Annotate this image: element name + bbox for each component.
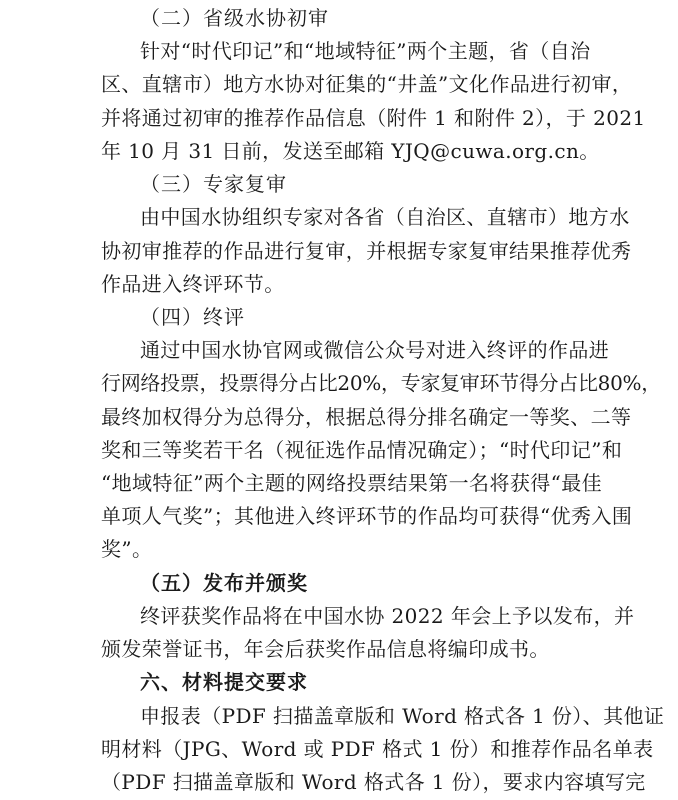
paragraph-line: 通过中国水协官网或微信公众号对进入终评的作品进 [140,338,610,362]
paragraph-line: 行网络投票，投票得分占比20%，专家复审环节得分占比80%， [101,371,661,395]
paragraph-line: 作品进入终评环节。 [101,272,285,296]
paragraph-line: 申报表（PDF 扫描盖章版和 Word 格式各 1 份）、其他证 [140,704,665,728]
paragraph-line: 单项人气奖”；其他进入终评环节的作品均可获得“优秀入围 [101,504,633,528]
paragraph-line: 颁发荣誉证书，年会后获奖作品信息将编印成书。 [101,637,550,661]
section-heading-5: （五）发布并颁奖 [140,571,308,595]
paragraph-line: 明材料（JPG、Word 或 PDF 格式 1 份）和推荐作品名单表 [101,737,654,761]
paragraph-line: 奖和三等奖若干名（视征选作品情况确定）；“时代印记”和 [101,438,623,462]
paragraph-line: 年 10 月 31 日前，发送至邮箱 YJQ@cuwa.org.cn。 [101,139,600,163]
paragraph-line: 针对“时代印记”和“地域特征”两个主题，省（自治 [140,39,591,63]
paragraph-line: 并将通过初审的推荐作品信息（附件 1 和附件 2），于 2021 [101,106,646,130]
paragraph-line: 最终加权得分为总得分，根据总得分排名确定一等奖、二等 [101,405,632,429]
section-heading-2: （二）省级水协初审 [140,6,329,30]
section-heading-3: （三）专家复审 [140,172,287,196]
paragraph-line: 终评获奖作品将在中国水协 2022 年会上予以发布，并 [140,604,635,628]
paragraph-line: （PDF 扫描盖章版和 Word 格式各 1 份），要求内容填写完 [101,770,646,794]
section-heading-4: （四）终评 [140,305,245,329]
paragraph-line: 奖”。 [101,537,153,561]
paragraph-line: 区、直辖市）地方水协对征集的“井盖”文化作品进行初审， [101,72,633,96]
paragraph-line: 由中国水协组织专家对各省（自治区、直辖市）地方水 [140,205,630,229]
paragraph-line: 协初审推荐的作品进行复审，并根据专家复审结果推荐优秀 [101,239,632,263]
section-heading-6: 六、材料提交要求 [140,670,308,694]
paragraph-line: “地域特征”两个主题的网络投票结果第一名将获得“最佳 [101,471,603,495]
